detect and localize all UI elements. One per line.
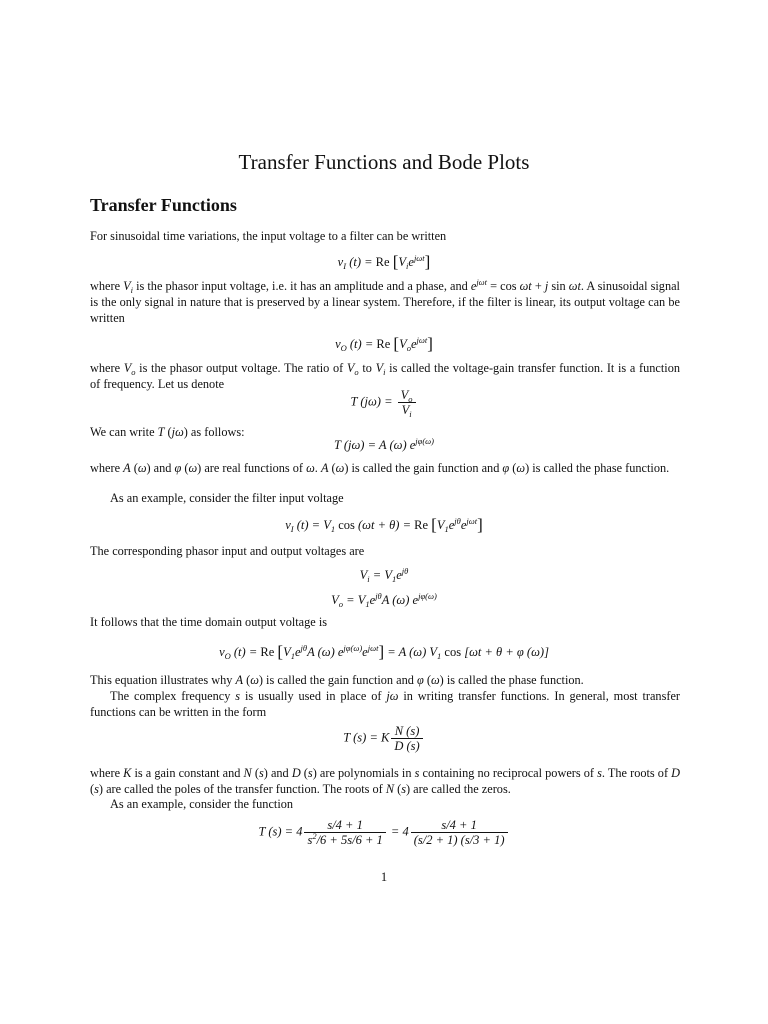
equation-7: $V_o = V_1e^{j\theta}A$ (ω) $e^{j\varphi(\omega)}$ xyxy=(331,591,437,609)
equation-6: $V_i = V_1e^{j\theta}$ xyxy=(359,566,409,584)
paragraph-3: where $V_o$ is the phasor output voltage. The ratio of $V_o$ to $V_i$ is called the voltage-gain transfer function. It is a function of frequency. Let us denote xyxy=(90,361,680,391)
paragraph-1: For sinusoidal time variations, the input voltage to a filter can be written xyxy=(90,229,447,243)
page-number: 1 xyxy=(380,870,388,884)
paragraph-11: where K is a gain constant and N (s) and D (s) are polynomials in s containing no reciprocal powers of s. The roots of D (s) are called the poles of the transfer function. The roots of N (s) are called the zeros. xyxy=(90,766,681,796)
paragraph-10: The complex frequency s is usually used in place of jω in writing transfer functions. In general, most transfer functions can be written in the form xyxy=(90,689,681,719)
paragraph-8: It follows that the time domain output voltage is xyxy=(90,615,328,629)
paragraph-5: where A (ω) and φ (ω) are real functions of ω. A (ω) is called the gain function and φ (ω) is called the phase function. xyxy=(90,461,670,475)
section-heading: Transfer Functions xyxy=(90,195,237,215)
paragraph-9: This equation illustrates why A (ω) is called the gain function and φ (ω) is called the phase function. xyxy=(90,673,584,687)
equation-2: $v_O$ (t) = Re $[V_oe^{j\omega t}]$ xyxy=(335,334,433,353)
equation-4: T (jω) = A (ω) $e^{j\varphi(\omega)}$ xyxy=(333,436,435,452)
paragraph-6: As an example, consider the filter input voltage xyxy=(110,491,344,505)
paragraph-7: The corresponding phasor input and output voltages are xyxy=(90,544,365,558)
equation-3: T (jω) = $\frac{V_o}{V_i}$ xyxy=(0,388,768,417)
equation-10: T (s) = 4 $\frac{s/4 + 1}{s^2/6 + 5s/6 + 1}$ = 4 $\frac{s/4 + 1}{(s/2 + 1) (s/3 + 1)}$ xyxy=(0,818,768,847)
paragraph-12: As an example, consider the function xyxy=(110,797,294,811)
equation-5: $v_I$ $(t) = V_1$ cos (ωt + θ) = Re $[V_1e^{j\theta}e^{j\omega t}]$ xyxy=(285,515,483,534)
paragraph-4: We can write T (jω) as follows: xyxy=(90,425,245,439)
paragraph-2: where $V_i$ is the phasor input voltage, i.e. it has an amplitude and a phase, and $e^{j\omega t} = \cos \omega t + j$ sin ωt. A sinusoidal signal is the only signal in nature that is preserved by a linear system. Therefore, if the filter is linear, its output voltage can be written xyxy=(90,277,680,325)
page-title: Transfer Functions and Bode Plots xyxy=(238,150,530,174)
equation-9: T (s) = K $\frac{N (s)}{D (s)}$ xyxy=(0,724,768,753)
equation-8: $v_O$ (t) = Re [$V_1e^{j\theta}A$ (ω) $e^{j\varphi(\omega)}e^{j\omega t}] = A$ (ω) $V_1$ cos [ωt + θ + φ (ω)] xyxy=(219,642,549,661)
equation-1: $v_I$ (t) = Re $[V_ie^{j\omega t}]$ xyxy=(337,252,431,271)
